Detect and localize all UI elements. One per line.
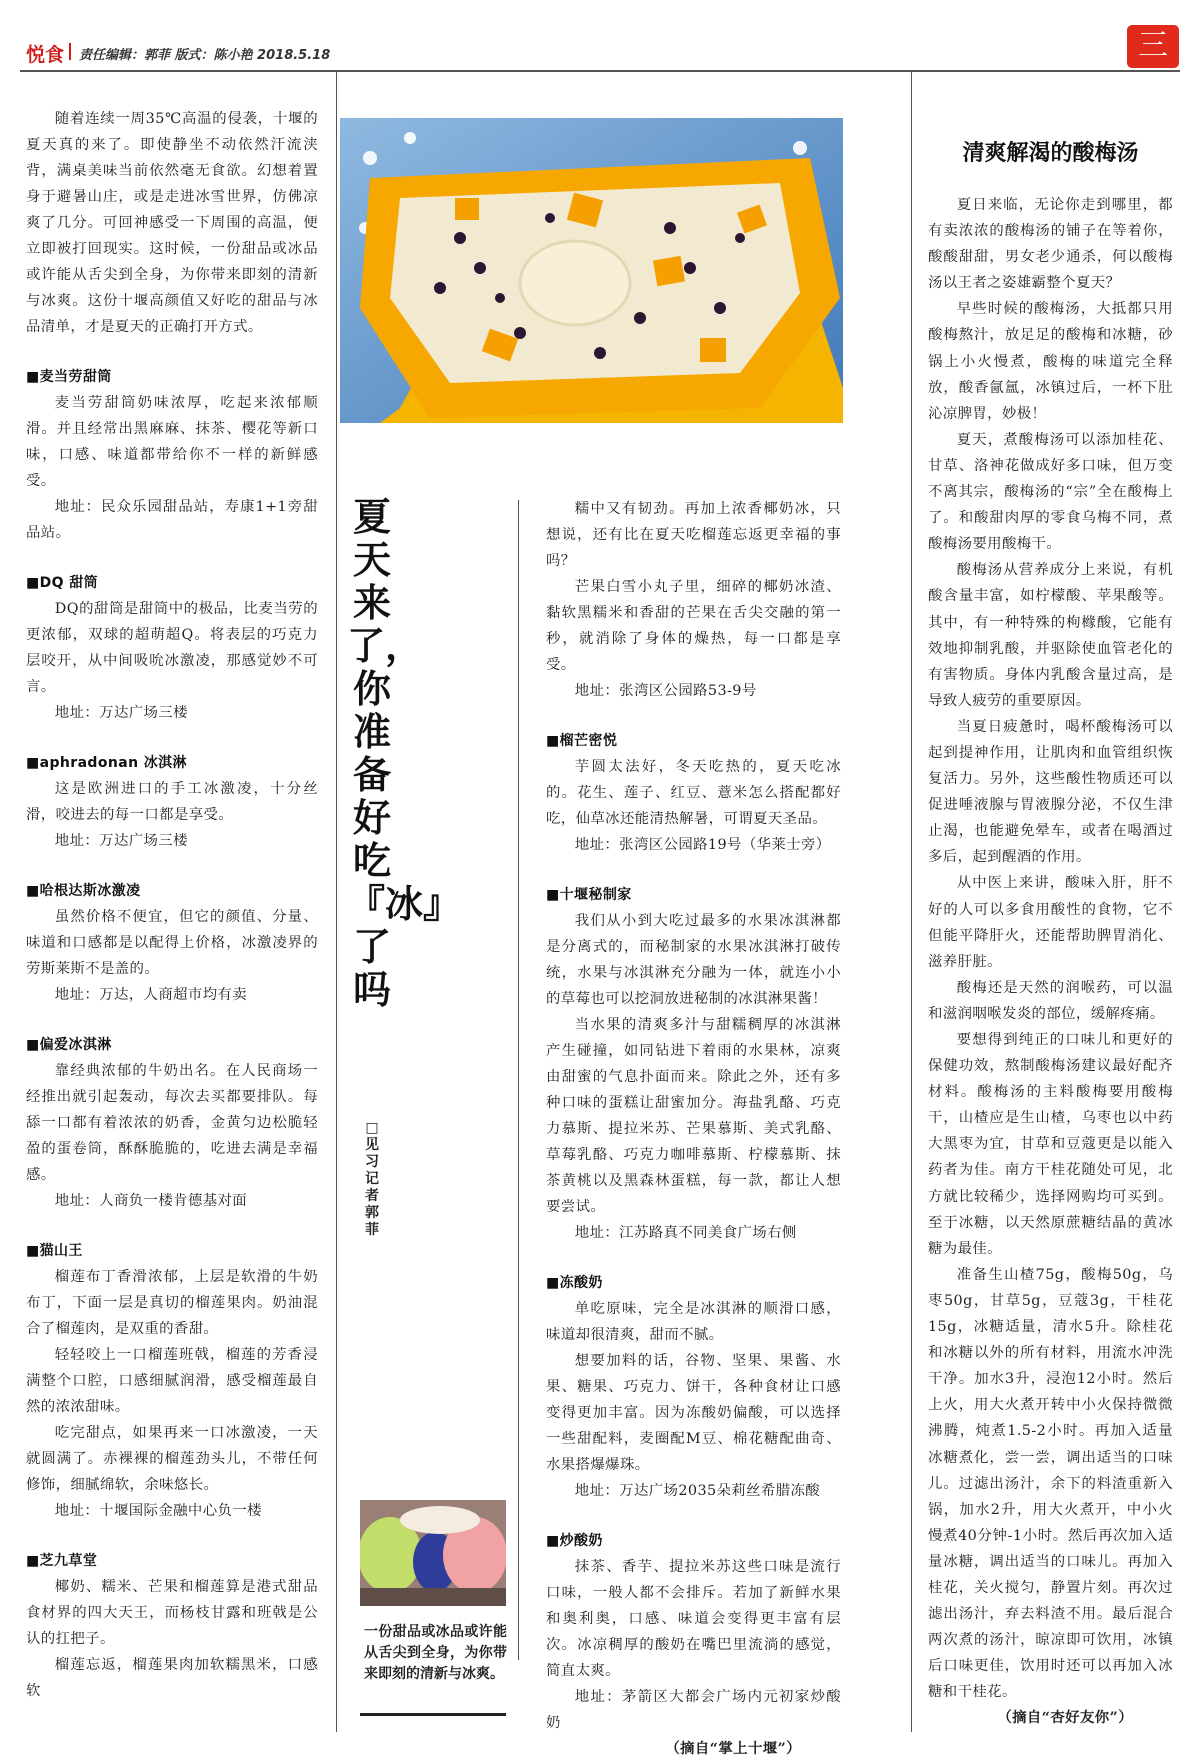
- sidebar-paragraph: 早些时候的酸梅汤，大抵都只用酸梅熬汁，放足足的酸梅和冰糖，砂锅上小火慢煮，酸梅的味道完全释放，酸香氤氲，冰镇过后，一杯下肚沁凉脾胃，妙极！: [928, 301, 1173, 422]
- section-address: 地址：江苏路真不同美食广场右侧: [574, 1225, 797, 1241]
- source-note: （摘自“杏好友你”）: [997, 1709, 1133, 1727]
- section-paragraph: 单吃原味，完全是冰淇淋的顺滑口感，味道却很清爽，甜而不腻。: [546, 1301, 841, 1343]
- ice-cream-tubs-image: [360, 1500, 506, 1606]
- caption-rule: [360, 1713, 506, 1716]
- article-column-1: [26, 106, 318, 1704]
- section-heading: ■DQ 甜筒: [26, 575, 99, 591]
- section-address: 地址：茅箭区大都会广场内元初家炒酸奶: [546, 1689, 841, 1731]
- column-divider-2: [518, 500, 519, 1660]
- sidebar-paragraph: 要想得到纯正的口味儿和更好的保健功效，熬制酸梅汤建议最好配齐材料。酸梅汤的主料酸梅要用酸梅干，山楂应是生山楂，乌枣也以中药大黑枣为宜，甘草和豆蔻更是以能入药者为佳。南方干桂花随处可见，北方就比较稀少，选择网购均可买到。至于冰糖，以天然原蔗糖结晶的黄冰糖为最佳。: [928, 1032, 1173, 1257]
- section-paragraph: 榴莲忘返，榴莲果肉加软糯黑米，口感软: [26, 1657, 318, 1699]
- header-separator: [69, 43, 71, 60]
- section-paragraph: 靠经典浓郁的牛奶出名。在人民商场一经推出就引起轰动，每次去买都要排队。每舔一口都有着浓浓的奶香，金黄匀边松脆轻盈的蛋卷筒，酥酥脆脆的，吃进去满是幸福感。: [26, 1063, 318, 1183]
- byline: □见习记者 郭菲: [365, 1120, 379, 1238]
- sidebar-paragraph: 酸梅汤从营养成分上来说，有机酸含量丰富，如柠檬酸、苹果酸等。其中，有一种特殊的枸橼酸，它能有效地抑制乳酸，并驱除使血管老化的有害物质。身体内乳酸含量过高，是导致人疲劳的重要原因。: [928, 562, 1173, 709]
- section-paragraph: 轻轻咬上一口榴莲班戟，榴莲的芳香浸满整个口腔，口感细腻润滑，感受榴莲最自然的浓浓甜味。: [26, 1347, 318, 1415]
- header-rule: [20, 70, 1180, 72]
- photo-caption: 一份甜品或冰品或许能从舌尖到全身，为你带来即刻的清新与冰爽。: [364, 1624, 507, 1682]
- section-paragraph: 榴莲布丁香滑浓郁，上层是软滑的牛奶布丁，下面一层是真切的榴莲果肉。奶油混合了榴莲肉，是双重的香甜。: [26, 1269, 318, 1337]
- mango-sago-bowl-image: [340, 118, 843, 423]
- sidebar-paragraph: 当夏日疲惫时，喝杯酸梅汤可以起到提神作用，让肌肉和血管组织恢复活力。另外，这些酸性物质还可以促进唾液腺与胃液腺分泌，不仅生津止渴，也能避免晕车，或者在喝酒过多后，起到醒酒的作用。: [928, 718, 1173, 866]
- section-heading: ■芝九草堂: [26, 1553, 98, 1569]
- sidebar-paragraph: 夏日来临，无论你走到哪里，都有卖浓浓的酸梅汤的铺子在等着你，酸酸甜甜，男女老少通杀，何以酸梅汤以王者之姿雄霸整个夏天？: [928, 197, 1173, 292]
- section-paragraph: 想要加料的话，谷物、坚果、果酱、水果、糖果、巧克力、饼干，各种食材让口感变得更加丰富。因为冻酸奶偏酸，可以选择一些甜配料，麦圈配M豆、棉花糖配曲奇、水果搭爆爆珠。: [546, 1353, 841, 1473]
- page-header: [26, 28, 1176, 66]
- section-address: 地址：十堰国际金融中心负一楼: [54, 1503, 262, 1519]
- section-heading: ■猫山王: [26, 1243, 83, 1259]
- section-paragraph: 我们从小到大吃过最多的水果冰淇淋都是分离式的，而秘制家的水果冰淇淋打破传统，水果与冰淇淋充分融为一体，就连小小的草莓也可以挖洞放进秘制的冰淇淋果酱！: [546, 913, 841, 1007]
- section-paragraph: DQ的甜筒是甜筒中的极品，比麦当劳的更浓郁，双球的超萌超Q。将表层的巧克力层咬开，从中间吸吮冰激凌，那感觉妙不可言。: [26, 601, 318, 695]
- section-heading: ■榴芒密悦: [546, 733, 618, 749]
- dessert-photo: [340, 118, 843, 423]
- sidebar-paragraph: 夏天，煮酸梅汤可以添加桂花、甘草、洛神花做成好多口味，但万变不离其宗，酸梅汤的“宗”全在酸梅上了。和酸甜肉厚的零食乌梅不同，煮酸梅汤要用酸梅干。: [928, 431, 1173, 553]
- section-heading: ■aphradonan 冰淇淋: [26, 755, 187, 771]
- sidebar-paragraph: 从中医上来讲，酸味入肝，肝不好的人可以多食用酸性的食物，它不但能平降肝火，还能帮助脾胃消化、滋养肝脏。: [928, 875, 1173, 970]
- section-paragraph: 麦当劳甜筒奶味浓厚，吃起来浓郁顺滑。并且经常出黑麻麻、抹茶、樱花等新口味，口感、味道都带给你不一样的新鲜感受。: [26, 395, 318, 489]
- article-column-4: [928, 192, 1173, 1732]
- section-address: 地址：万达广场三楼: [54, 705, 188, 721]
- section-heading: ■麦当劳甜筒: [26, 369, 112, 385]
- section-brand: 悦食: [26, 44, 65, 66]
- section-heading: ■冻酸奶: [546, 1275, 603, 1291]
- column-divider-3: [911, 72, 912, 1732]
- sidebar-paragraph: 酸梅还是天然的润喉药，可以温和滋润咽喉发炎的部位，缓解疼痛。: [928, 979, 1173, 1022]
- article-column-3: [546, 496, 841, 1762]
- section-address: 地址：人商负一楼肯德基对面: [54, 1193, 248, 1209]
- section-address: 地址：万达广场2035朵莉丝希腊冻酸: [574, 1483, 821, 1499]
- section-paragraph: 吃完甜点，如果再来一口冰激凌，一天就圆满了。赤裸裸的榴莲劲头儿，不带任何修饰，细腻绵软，余味悠长。: [26, 1425, 318, 1493]
- section-paragraph: 这是欧洲进口的手工冰激凌，十分丝滑，咬进去的每一口都是享受。: [26, 781, 318, 823]
- feature-title: 夏天来了，你准备好吃『冰』了吗: [347, 494, 462, 1012]
- section-paragraph: 椰奶、糯米、芒果和榴莲算是港式甜品食材界的四大天王，而杨枝甘露和班戟是公认的扛把子。: [26, 1579, 318, 1647]
- column-divider-1: [336, 72, 337, 1732]
- section-paragraph: 虽然价格不便宜，但它的颜值、分量、味道和口感都是以配得上价格，冰激凌界的劳斯莱斯不是盖的。: [26, 909, 318, 977]
- section-heading: ■偏爱冰淇淋: [26, 1037, 112, 1053]
- page-number-badge: 三: [1127, 25, 1179, 68]
- ice-cream-photo: [360, 1500, 506, 1606]
- section-address: 地址：民众乐园甜品站，寿康1+1旁甜品站。: [26, 499, 318, 541]
- sidebar-title: 清爽解渴的酸梅汤: [962, 140, 1139, 166]
- section-heading: ■十堰秘制家: [546, 887, 632, 903]
- section-paragraph: 抹茶、香芋、提拉米苏这些口味是流行口味，一般人都不会排斥。若加了新鲜水果和奥利奥，口感、味道会变得更丰富有层次。冰凉稠厚的酸奶在嘴巴里流淌的感觉，简直太爽。: [546, 1559, 841, 1679]
- editor-info: 责任编辑：郭菲 版式：陈小艳 2018.5.18: [79, 48, 331, 63]
- section-heading: ■炒酸奶: [546, 1533, 603, 1549]
- section-paragraph: 当水果的清爽多汁与甜糯稠厚的冰淇淋产生碰撞，如同钻进下着雨的水果林，凉爽由甜蜜的气息扑面而来。除此之外，还有多种口味的蛋糕让甜蜜加分。海盐乳酪、巧克力慕斯、提拉米苏、芒果慕斯、美式乳酪、草莓乳酪、巧克力咖啡慕斯、柠檬慕斯、抹茶黄桃以及黑森林蛋糕，每一款，都让人想要尝试。: [546, 1017, 841, 1215]
- section-address: 地址：万达，人商超市均有卖: [54, 987, 248, 1003]
- section-address: 地址：张湾区公园路53-9号: [574, 683, 757, 699]
- section-paragraph: 糯中又有韧劲。再加上浓香椰奶冰，只想说，还有比在夏天吃榴莲忘返更幸福的事吗？: [546, 501, 841, 569]
- sidebar-paragraph: 准备生山楂75g，酸梅50g，乌枣50g，甘草5g，豆蔻3g，干桂花15g，冰糖适量，清水5升。除桂花和冰糖以外的所有材料，用流水冲洗干净。加水3升，浸泡12小时。然后上火，用大火煮开转中小火保持微微沸腾，炖煮1.5-2小时。再加入适量冰糖煮化，尝一尝，调出适当的口味儿。过滤出汤汁，余下的料渣重新入锅，加水2升，用大火煮开，中小火慢煮40分钟-1小时。然后再次加入适量冰糖，调出适当的口味儿。再加入桂花，关火搅匀，静置片刻。再次过滤出汤汁，弃去料渣不用。最后混合两次煮的汤汁，晾凉即可饮用，冰镇后口味更佳，饮用时还可以再加入冰糖和干桂花。: [928, 1266, 1173, 1701]
- section-paragraph: 芋圆太法好，冬天吃热的，夏天吃冰的。花生、莲子、红豆、薏米怎么搭配都好吃，仙草冰还能清热解暑，可谓夏天圣品。: [546, 759, 841, 827]
- section-heading: ■哈根达斯冰激凌: [26, 883, 141, 899]
- section-paragraph: 芒果白雪小丸子里，细碎的椰奶冰渣、黏软黑糯米和香甜的芒果在舌尖交融的第一秒，就消除了身体的燥热，每一口都是享受。: [546, 579, 841, 673]
- section-address: 地址：万达广场三楼: [54, 833, 188, 849]
- section-address: 地址：张湾区公园路19号（华莱士旁）: [574, 837, 831, 853]
- intro-paragraph: 随着连续一周35℃高温的侵袭，十堰的夏天真的来了。即使静坐不动依然汗流浃背，满桌美味当前依然毫无食欲。幻想着置身于避暑山庄，或是走进冰雪世界，仿佛凉爽了几分。可回神感受一下周围的高温，便立即被打回现实。这时候，一份甜品或冰品或许能从舌尖到全身，为你带来即刻的清新与冰爽。这份十堰高颜值又好吃的甜品与冰品清单，才是夏天的正确打开方式。: [26, 111, 318, 335]
- source-note: （摘自“掌上十堰”）: [665, 1740, 801, 1757]
